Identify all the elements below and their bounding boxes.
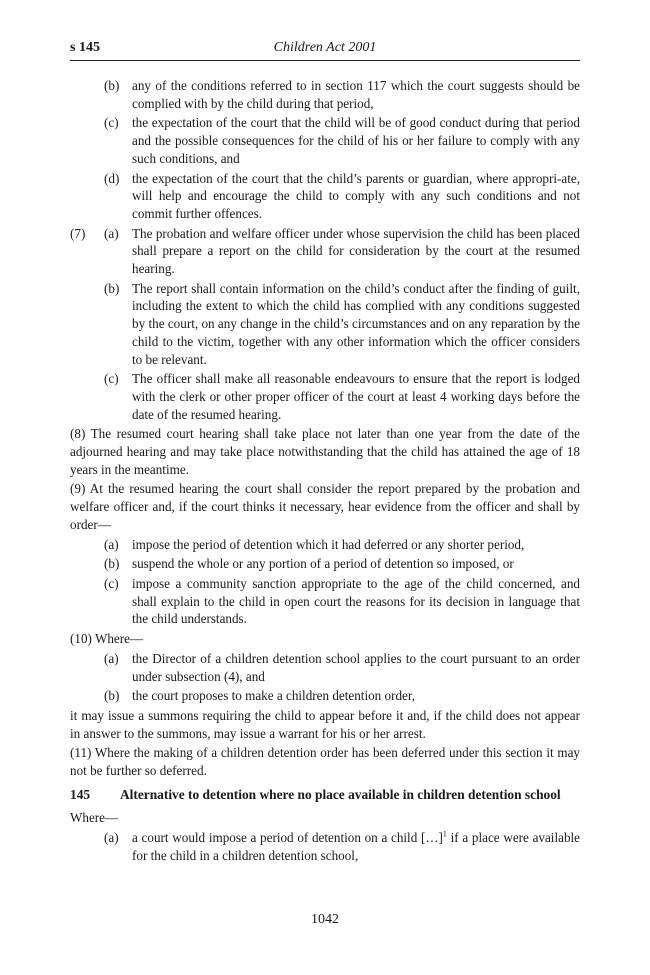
item-label: (b)	[104, 78, 120, 93]
page-number: 1042	[311, 912, 339, 927]
section-title: Alternative to detention where no place available in children detention school	[120, 786, 561, 802]
section-item	[70, 829, 580, 864]
subsection-label: (7)	[70, 225, 86, 241]
item-label: (d)	[104, 170, 120, 186]
item-label: (c)	[104, 575, 119, 591]
header-section-ref: s 145	[70, 40, 100, 55]
section-intro: Where—	[70, 810, 119, 826]
running-header	[70, 40, 580, 61]
item-text: the expectation of the court that the child will be of good conduct during that period and the possible consequences for the child of his or her failure to comply with any such conditions, and	[132, 115, 580, 166]
provision-item	[70, 536, 580, 554]
section-number: 145	[70, 786, 91, 802]
item-text: impose a community sanction appropriate to the age of the child concerned, and shall explain to the child in open court the reasons for its decision in language that the child understands.	[132, 575, 580, 627]
item-label: (b)	[104, 280, 120, 296]
item-text: suspend the whole or any portion of a period of detention so imposed, or	[132, 556, 514, 572]
item-text: The report shall contain information on the child’s conduct after the finding of guilt, including the extent to which the child has complied with any conditions suggested by the court, on any change in the child’s circumstances and on any reparation by the child to the victim, together with any other information which the officer considers to be relevant.	[132, 280, 580, 367]
provision-item	[70, 575, 580, 628]
subsection-paragraph: it may issue a summons requiring the child to appear before it and, if the child does not appear in answer to the summons, may issue a warrant for his or her arrest.	[70, 707, 580, 741]
item-text: impose the period of detention which it had deferred or any shorter period,	[132, 536, 525, 552]
subsection-paragraph: (9) At the resumed hearing the court shall consider the report prepared by the probation and welfare officer and, if the court thinks it necessary, hear evidence from the officer and shall by order—	[70, 481, 580, 532]
provision-item	[70, 114, 580, 167]
subsection-paragraph: (8) The resumed court hearing shall take place not later than one year from the date of the adjourned hearing and may take place notwithstanding that the child has attained the age of 18 years in the meantime.	[70, 426, 580, 477]
provision-item	[70, 687, 580, 705]
item-text: the expectation of the court that the child’s parents or guardian, where appropri-ate, will help and encourage the child to comply with any such conditions and not commit further offences.	[132, 170, 580, 221]
item-label: (a)	[104, 225, 119, 241]
provision-item	[70, 225, 580, 278]
item-label: (b)	[104, 688, 120, 704]
item-text-cont: if a place were available for the child in a children detention school,	[132, 830, 580, 863]
provision-item	[70, 170, 580, 223]
item-label: (a)	[104, 830, 119, 846]
section-heading	[70, 786, 580, 804]
provision-item	[70, 650, 580, 685]
item-label: (c)	[104, 371, 119, 387]
provision-list	[70, 77, 580, 780]
item-text: the court proposes to make a children detention order,	[132, 688, 415, 704]
subsection-paragraph: (10) Where—	[70, 631, 144, 647]
item-label: (c)	[104, 115, 119, 131]
provision-item	[70, 77, 580, 112]
item-label: (a)	[104, 536, 119, 552]
provision-item	[70, 370, 580, 423]
item-text: any of the conditions referred to in section 117 which the court suggests should be complied with by the child during that period,	[132, 78, 580, 111]
subsection-paragraph: (11) Where the making of a children detention order has been deferred under this section it may not be further so deferred.	[70, 745, 580, 779]
footnote-ref: 1	[442, 829, 447, 839]
item-text: the Director of a children detention school applies to the court pursuant to an order under subsection (4), and	[132, 650, 580, 684]
provision-item	[70, 280, 580, 369]
header-act-title: Children Act 2001	[273, 40, 377, 55]
item-text: a court would impose a period of detention on a child […]	[132, 830, 443, 846]
item-text: The officer shall make all reasonable endeavours to ensure that the report is lodged with the clerk or other proper officer of the court at least 4 working days before the date of the resumed hearing.	[132, 371, 580, 422]
item-label: (a)	[104, 650, 119, 666]
item-label: (b)	[104, 556, 120, 572]
page-body	[70, 77, 580, 867]
item-text: The probation and welfare officer under whose supervision the child has been placed shall prepare a report on the child for consideration by the court at the resumed hearing.	[132, 225, 580, 277]
provision-item	[70, 555, 580, 573]
